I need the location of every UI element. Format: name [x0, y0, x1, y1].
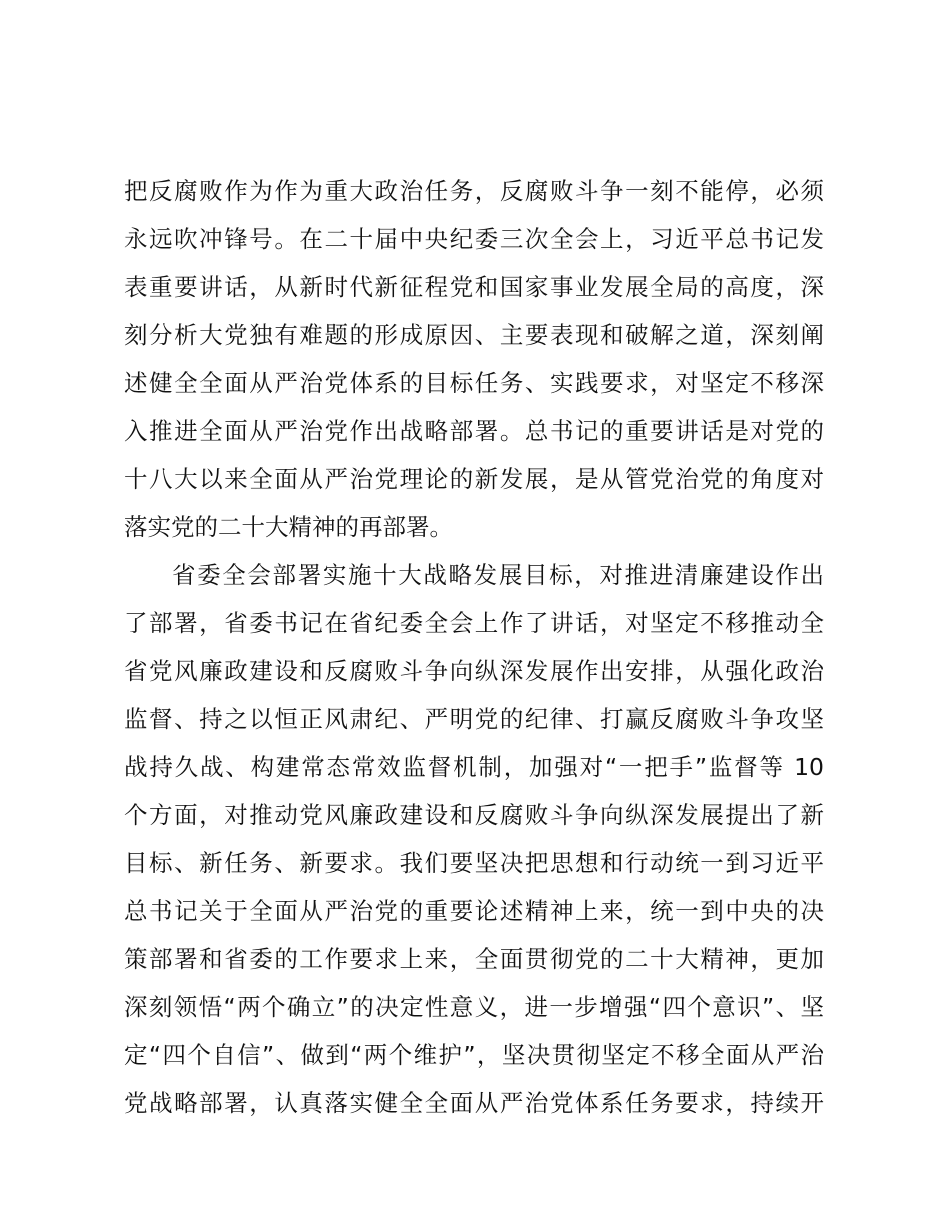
text-line: 表重要讲话，从新时代新征程党和国家事业发展全局的高度，深: [124, 273, 824, 301]
text-line: 策部署和省委的工作要求上来，全面贯彻党的二十大精神，更加: [124, 945, 824, 973]
text-line: 个方面，对推动党风廉政建设和反腐败斗争向纵深发展提出了新: [124, 801, 824, 829]
text-line: 述健全全面从严治党体系的目标任务、实践要求，对坚定不移深: [124, 369, 824, 397]
text-line: 省党风廉政建设和反腐败斗争向纵深发展作出安排，从强化政治: [124, 657, 824, 685]
text-line: 目标、新任务、新要求。我们要坚决把思想和行动统一到习近平: [124, 849, 824, 877]
text-line: 了部署，省委书记在省纪委全会上作了讲话，对坚定不移推动全: [124, 609, 824, 637]
text-line: 入推进全面从严治党作出战略部署。总书记的重要讲话是对党的: [124, 417, 824, 445]
text-line: 永远吹冲锋号。在二十届中央纪委三次全会上，习近平总书记发: [124, 225, 824, 253]
text-line: 战持久战、构建常态常效监督机制，加强对“一把手”监督等 10: [124, 753, 824, 781]
paragraph-2: [124, 551, 824, 1127]
text-line: 监督、持之以恒正风肃纪、严明党的纪律、打赢反腐败斗争攻坚: [124, 705, 824, 733]
text-line: 总书记关于全面从严治党的重要论述精神上来，统一到中央的决: [124, 897, 824, 925]
text-line-indented: 省委全会部署实施十大战略发展目标，对推进清廉建设作出: [172, 561, 824, 589]
text-line: 深刻领悟“两个确立”的决定性意义，进一步增强“四个意识”、坚: [124, 993, 824, 1021]
document-body: [124, 167, 824, 1127]
text-line: 党战略部署，认真落实健全全面从严治党体系任务要求，持续开: [124, 1089, 824, 1117]
text-line: 把反腐败作为作为重大政治任务，反腐败斗争一刻不能停，必须: [124, 177, 824, 205]
paragraph-1: [124, 167, 824, 551]
text-line: 刻分析大党独有难题的形成原因、主要表现和破解之道，深刻阐: [124, 321, 824, 349]
text-line-last: 落实党的二十大精神的再部署。: [124, 513, 453, 541]
text-line: 定“四个自信”、做到“两个维护”，坚决贯彻坚定不移全面从严治: [124, 1041, 824, 1069]
text-line: 十八大以来全面从严治党理论的新发展，是从管党治党的角度对: [124, 465, 824, 493]
